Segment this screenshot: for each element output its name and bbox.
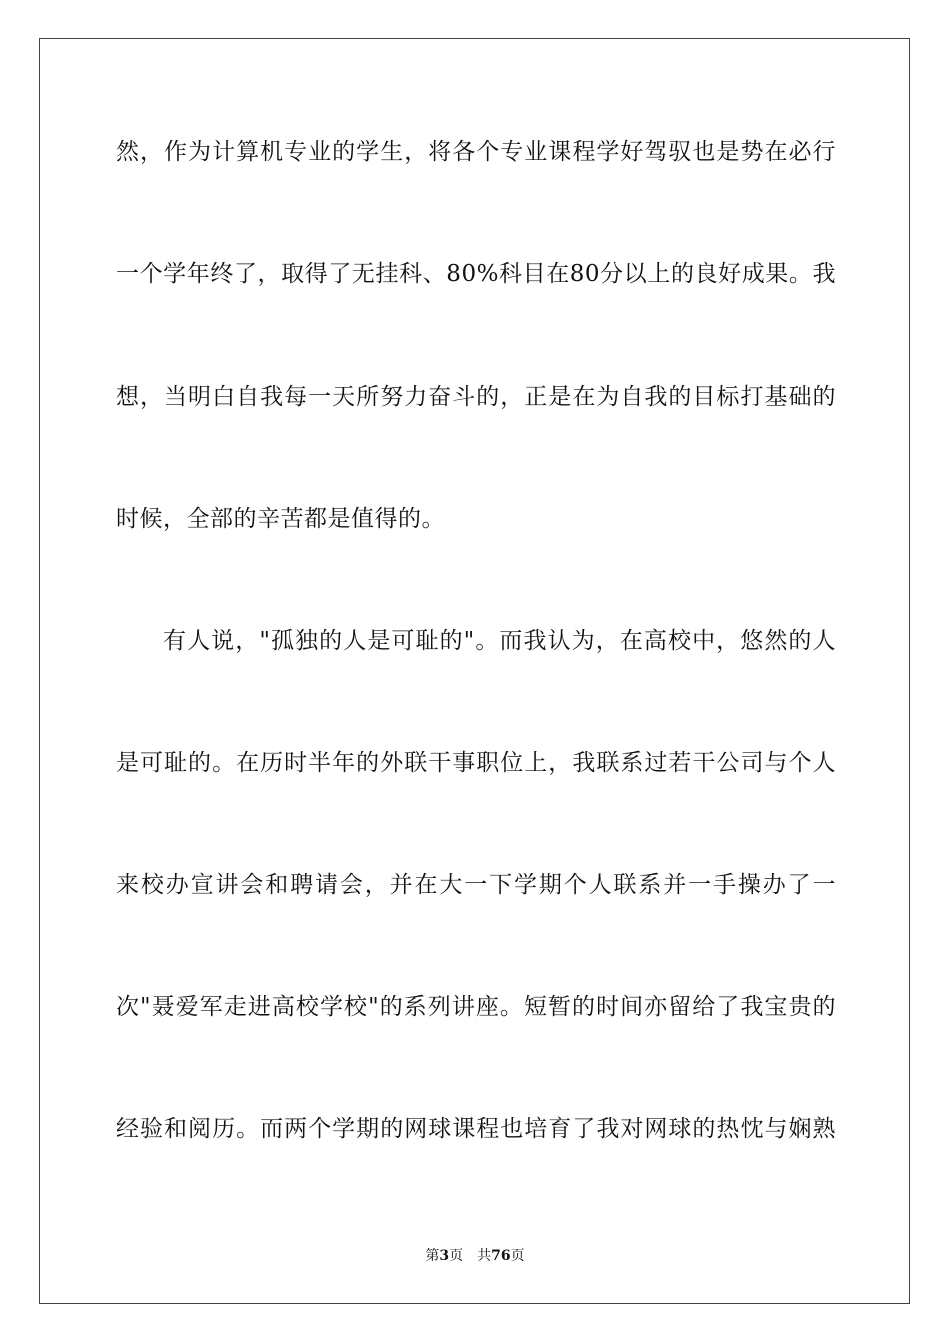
footer-page-suffix: 页 [449,1248,464,1264]
text-line-4: 时候，全部的辛苦都是值得的。 [116,506,445,532]
text-line-2: 一个学年终了，取得了无挂科、80%科目在80分以上的良好成果。我 [116,261,836,287]
footer-page-current: 3 [439,1248,450,1264]
page-footer [0,1246,950,1266]
text-line-9: 经验和阅历。而两个学期的网球课程也培育了我对网球的热忱与娴熟 [116,1116,836,1142]
footer-total-prefix: 共 [477,1248,492,1264]
text-line-3: 想，当明白自我每一天所努力奋斗的，正是在为自我的目标打基础的 [116,384,836,410]
text-line-8: 次"聂爱军走进高校学校"的系列讲座。短暂的时间亦留给了我宝贵的 [116,994,836,1020]
footer-page-prefix: 第 [425,1248,440,1264]
footer-total-suffix: 页 [510,1248,525,1264]
text-line-7: 来校办宣讲会和聘请会，并在大一下学期个人联系并一手操办了一 [116,872,836,898]
text-line-5: 有人说，"孤独的人是可耻的"。而我认为，在高校中，悠然的人 [163,628,836,654]
text-line-6: 是可耻的。在历时半年的外联干事职位上，我联系过若干公司与个人 [116,750,836,776]
footer-page-total: 76 [491,1248,511,1264]
text-line-1: 然，作为计算机专业的学生，将各个专业课程学好驾驭也是势在必行 [116,139,836,165]
